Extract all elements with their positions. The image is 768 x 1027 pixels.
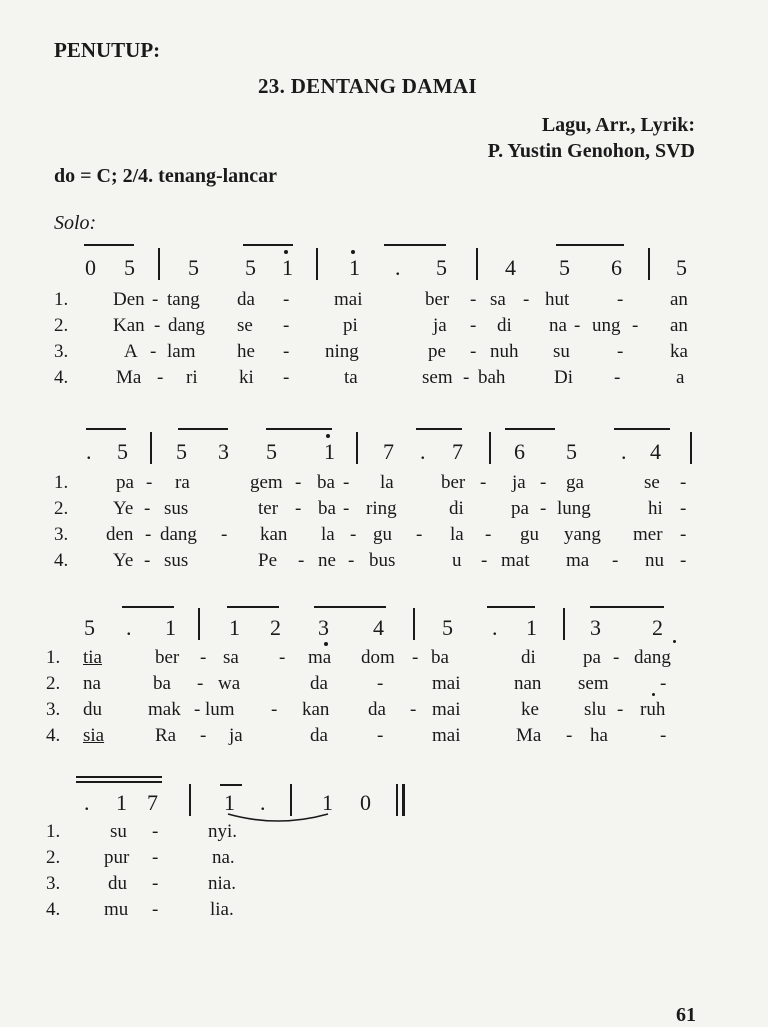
beam: [266, 428, 332, 430]
lyric: mat: [501, 550, 530, 571]
note: 5: [245, 255, 256, 280]
lyric: -: [574, 315, 581, 336]
lyric: Ye: [113, 498, 134, 519]
lyric: -: [660, 725, 667, 746]
lyric: la: [321, 524, 335, 545]
lyric: da: [237, 289, 255, 310]
lyric: -: [343, 498, 350, 519]
verse-number: 2.: [46, 673, 61, 694]
lyric: dom: [361, 647, 395, 668]
lyric: nia.: [208, 873, 236, 894]
lyric: -: [481, 550, 488, 571]
lyric: di: [521, 647, 536, 668]
lyric: ma: [308, 647, 332, 668]
lyric: -: [680, 472, 687, 493]
lyric: su: [553, 341, 570, 362]
lyric: ga: [566, 472, 584, 493]
lyric: -: [279, 647, 286, 668]
verse-number: 3.: [46, 873, 61, 894]
lyric: bah: [478, 367, 506, 388]
lyric: -: [617, 289, 624, 310]
lyric: kan: [260, 524, 288, 545]
lyric: pa: [116, 472, 134, 493]
lyric: an: [670, 315, 688, 336]
lyric: sa: [223, 647, 239, 668]
solo-label: Solo:: [54, 212, 97, 234]
barline: [563, 608, 565, 640]
lyric: bus: [369, 550, 396, 571]
lyric: -: [200, 725, 207, 746]
lyric: slu: [584, 699, 607, 720]
lyric: tia: [83, 647, 102, 668]
note: 0: [360, 790, 371, 815]
lyric: ba: [431, 647, 449, 668]
lyric: -: [152, 899, 159, 920]
note: 3: [218, 439, 229, 464]
lyric: -: [197, 673, 204, 694]
note: 3: [318, 615, 329, 640]
verse-number: 4.: [46, 899, 61, 920]
lyric: u: [452, 550, 462, 571]
lyric: Ma: [516, 725, 542, 746]
beam: [243, 244, 293, 246]
octave-dot: [284, 250, 288, 254]
barline: [396, 784, 398, 816]
lyric: -: [680, 498, 687, 519]
lyric: -: [470, 341, 477, 362]
note-dot: .: [420, 439, 426, 464]
page-number: 61: [676, 1004, 696, 1026]
lyric: na: [83, 673, 101, 694]
lyric: dang: [160, 524, 197, 545]
verse-number: 4.: [54, 550, 69, 571]
lyric: ba: [317, 472, 335, 493]
note-dot: .: [126, 615, 132, 640]
section-label: PENUTUP:: [54, 38, 161, 62]
barline: [150, 432, 152, 464]
lyric: -: [680, 550, 687, 571]
note: 5: [84, 615, 95, 640]
lyric: -: [540, 498, 547, 519]
lyric: -: [614, 367, 621, 388]
note: 7: [452, 439, 463, 464]
lyric: se: [237, 315, 253, 336]
lyric: ba: [153, 673, 171, 694]
lyric: -: [194, 699, 201, 720]
tie-slur: [226, 812, 330, 826]
lyric: -: [523, 289, 530, 310]
lyric: sus: [164, 498, 189, 519]
lyric: -: [350, 524, 357, 545]
barline: [189, 784, 191, 816]
lyric: ja: [229, 725, 243, 746]
lyric: -: [612, 550, 619, 571]
barline: [690, 432, 692, 464]
lyric: ta: [344, 367, 358, 388]
lyric: -: [152, 289, 159, 310]
lyric: se: [644, 472, 660, 493]
lyric: nan: [514, 673, 542, 694]
lyric: da: [310, 725, 328, 746]
lyric: mai: [432, 725, 461, 746]
verse-number: 4.: [54, 367, 69, 388]
beam: [614, 428, 670, 430]
lyric: he: [237, 341, 255, 362]
lyric: -: [295, 472, 302, 493]
note: 1: [229, 615, 240, 640]
note: 7: [383, 439, 394, 464]
lyric: -: [480, 472, 487, 493]
lyric: -: [283, 315, 290, 336]
lyric: ne: [318, 550, 336, 571]
lyric: -: [152, 821, 159, 842]
beam: [220, 784, 242, 786]
lyric: -: [298, 550, 305, 571]
lyric: ki: [239, 367, 254, 388]
lyric: Ma: [116, 367, 142, 388]
octave-dot: [326, 434, 330, 438]
lyric: sus: [164, 550, 189, 571]
beam: [314, 606, 386, 608]
lyric: di: [449, 498, 464, 519]
verse-number: 2.: [54, 315, 69, 336]
verse-number: 4.: [46, 725, 61, 746]
lyric: ber: [425, 289, 450, 310]
lyric: di: [497, 315, 512, 336]
lyric: Den: [113, 289, 145, 310]
lyric: an: [670, 289, 688, 310]
lyric: da: [368, 699, 386, 720]
lyric: pa: [583, 647, 601, 668]
verse-number: 2.: [46, 847, 61, 868]
lyric: nu: [645, 550, 664, 571]
lyric: -: [145, 524, 152, 545]
barline: [316, 248, 318, 280]
lyric: -: [150, 341, 157, 362]
lyric: mai: [432, 699, 461, 720]
lyric: su: [110, 821, 127, 842]
lyric: -: [144, 550, 151, 571]
lyric: -: [283, 341, 290, 362]
verse-number: 1.: [54, 472, 69, 493]
lyric: ruh: [640, 699, 666, 720]
lyric: -: [470, 289, 477, 310]
verse-number: 3.: [46, 699, 61, 720]
lyric: -: [154, 315, 161, 336]
note: 4: [650, 439, 661, 464]
lyric: lung: [557, 498, 591, 519]
lyric: -: [221, 524, 228, 545]
lyric: A: [124, 341, 138, 362]
note: 1: [324, 439, 335, 464]
lyric: -: [617, 341, 624, 362]
lyric: Di: [554, 367, 573, 388]
verse-number: 1.: [54, 289, 69, 310]
song-title: 23. DENTANG DAMAI: [258, 74, 477, 98]
barline: [413, 608, 415, 640]
lyric: -: [410, 699, 417, 720]
lyric: gu: [520, 524, 539, 545]
lyric: tang: [167, 289, 200, 310]
lyric: lum: [205, 699, 235, 720]
beam: [556, 244, 624, 246]
lyric: gem: [250, 472, 283, 493]
lyric: ja: [433, 315, 447, 336]
beam: [416, 428, 462, 430]
lyric: na.: [212, 847, 235, 868]
note: 5: [676, 255, 687, 280]
lyric: Pe: [258, 550, 277, 571]
lyric: yang: [564, 524, 601, 545]
octave-dot: [652, 693, 655, 696]
credit-line-1: Lagu, Arr., Lyrik:: [541, 114, 695, 136]
lyric: nuh: [490, 341, 519, 362]
note: 5: [559, 255, 570, 280]
lyric: Kan: [113, 315, 145, 336]
note: 5: [266, 439, 277, 464]
note: 1: [282, 255, 293, 280]
note: 5: [117, 439, 128, 464]
lyric: ha: [590, 725, 608, 746]
note: 4: [373, 615, 384, 640]
beam: [84, 244, 134, 246]
lyric: mer: [633, 524, 663, 545]
lyric: ber: [441, 472, 466, 493]
beam: [487, 606, 535, 608]
lyric: -: [416, 524, 423, 545]
lyric: mai: [432, 673, 461, 694]
note: 5: [188, 255, 199, 280]
verse-number: 3.: [54, 524, 69, 545]
lyric: -: [412, 647, 419, 668]
lyric: -: [660, 673, 667, 694]
note: 5: [436, 255, 447, 280]
note: 3: [590, 615, 601, 640]
beam: [505, 428, 555, 430]
lyric: -: [348, 550, 355, 571]
beam: [76, 776, 162, 778]
lyric: ung: [592, 315, 621, 336]
lyric: ri: [186, 367, 198, 388]
octave-dot: [351, 250, 355, 254]
verse-number: 2.: [54, 498, 69, 519]
note: 5: [124, 255, 135, 280]
note: 1: [349, 255, 360, 280]
barline: [356, 432, 358, 464]
lyric: sem: [422, 367, 453, 388]
beam: [590, 606, 664, 608]
lyric: sia: [83, 725, 105, 746]
lyric: Ra: [155, 725, 177, 746]
lyric: pi: [343, 315, 358, 336]
final-barline: [402, 784, 405, 816]
lyric: -: [144, 498, 151, 519]
barline: [158, 248, 160, 280]
note: 0: [85, 255, 96, 280]
lyric: -: [283, 289, 290, 310]
note: 6: [514, 439, 525, 464]
lyric: dang: [634, 647, 671, 668]
lyric: -: [295, 498, 302, 519]
lyric: ma: [566, 550, 590, 571]
note: 1: [165, 615, 176, 640]
lyric: -: [200, 647, 207, 668]
lyric: hi: [648, 498, 663, 519]
beam: [86, 428, 126, 430]
note: 1: [322, 790, 333, 815]
beam: [384, 244, 446, 246]
barline: [476, 248, 478, 280]
lyric: sem: [578, 673, 609, 694]
note: 1: [224, 790, 235, 815]
note-dot: .: [260, 790, 266, 815]
lyric: ra: [175, 472, 190, 493]
lyric: ja: [512, 472, 526, 493]
lyric: nyi.: [208, 821, 238, 842]
note: 2: [652, 615, 663, 640]
lyric: -: [632, 315, 639, 336]
lyric: -: [377, 725, 384, 746]
note: 4: [505, 255, 516, 280]
note-dot: .: [84, 790, 90, 815]
lyric: mak: [148, 699, 181, 720]
note-dot: .: [86, 439, 92, 464]
note-dot: .: [621, 439, 627, 464]
note: 6: [611, 255, 622, 280]
note: 1: [526, 615, 537, 640]
lyric: -: [485, 524, 492, 545]
verse-number: 1.: [46, 647, 61, 668]
lyric: da: [310, 673, 328, 694]
lyric: -: [617, 699, 624, 720]
lyric: -: [152, 873, 159, 894]
lyric: gu: [373, 524, 392, 545]
barline: [489, 432, 491, 464]
lyric: ber: [155, 647, 180, 668]
lyric: -: [470, 315, 477, 336]
note: 5: [566, 439, 577, 464]
lyric: ba: [318, 498, 336, 519]
lyric: -: [146, 472, 153, 493]
lyric: -: [613, 647, 620, 668]
lyric: na: [549, 315, 567, 336]
lyric: ring: [366, 498, 397, 519]
lyric: hut: [545, 289, 570, 310]
beam: [178, 428, 228, 430]
lyric: den: [106, 524, 134, 545]
lyric: -: [566, 725, 573, 746]
octave-dot-low: [673, 640, 676, 643]
lyric: -: [343, 472, 350, 493]
lyric: pa: [511, 498, 529, 519]
barline: [198, 608, 200, 640]
lyric: ter: [258, 498, 279, 519]
lyric: pe: [428, 341, 446, 362]
barline: [648, 248, 650, 280]
credit-line-2: P. Yustin Genohon, SVD: [487, 140, 695, 162]
note: 5: [442, 615, 453, 640]
lyric: wa: [218, 673, 241, 694]
note: 2: [270, 615, 281, 640]
verse-number: 1.: [46, 821, 61, 842]
lyric: -: [283, 367, 290, 388]
note: 1: [116, 790, 127, 815]
verse-number: 3.: [54, 341, 69, 362]
lyric: a: [676, 367, 685, 388]
lyric: -: [463, 367, 470, 388]
lyric: mu: [104, 899, 129, 920]
note-dot: .: [395, 255, 401, 280]
lyric: kan: [302, 699, 330, 720]
note-dot: .: [492, 615, 498, 640]
lyric: -: [377, 673, 384, 694]
note: 5: [176, 439, 187, 464]
lyric: dang: [168, 315, 205, 336]
lyric: mai: [334, 289, 363, 310]
note: 7: [147, 790, 158, 815]
beam: [227, 606, 279, 608]
lyric: ning: [325, 341, 359, 362]
lyric: pur: [104, 847, 130, 868]
lyric: lam: [167, 341, 196, 362]
lyric: Ye: [113, 550, 134, 571]
lyric: -: [540, 472, 547, 493]
lyric: du: [108, 873, 127, 894]
octave-dot-low: [324, 642, 328, 646]
lyric: -: [680, 524, 687, 545]
lyric: ka: [670, 341, 688, 362]
lyric: lia.: [210, 899, 234, 920]
beam: [122, 606, 174, 608]
lyric: -: [271, 699, 278, 720]
lyric: sa: [490, 289, 506, 310]
lyric: du: [83, 699, 102, 720]
key-tempo: do = C; 2/4. tenang-lancar: [54, 165, 278, 187]
lyric: -: [157, 367, 164, 388]
lyric: la: [450, 524, 464, 545]
lyric: ke: [521, 699, 539, 720]
beam: [76, 781, 162, 783]
lyric: la: [380, 472, 394, 493]
lyric: -: [152, 847, 159, 868]
